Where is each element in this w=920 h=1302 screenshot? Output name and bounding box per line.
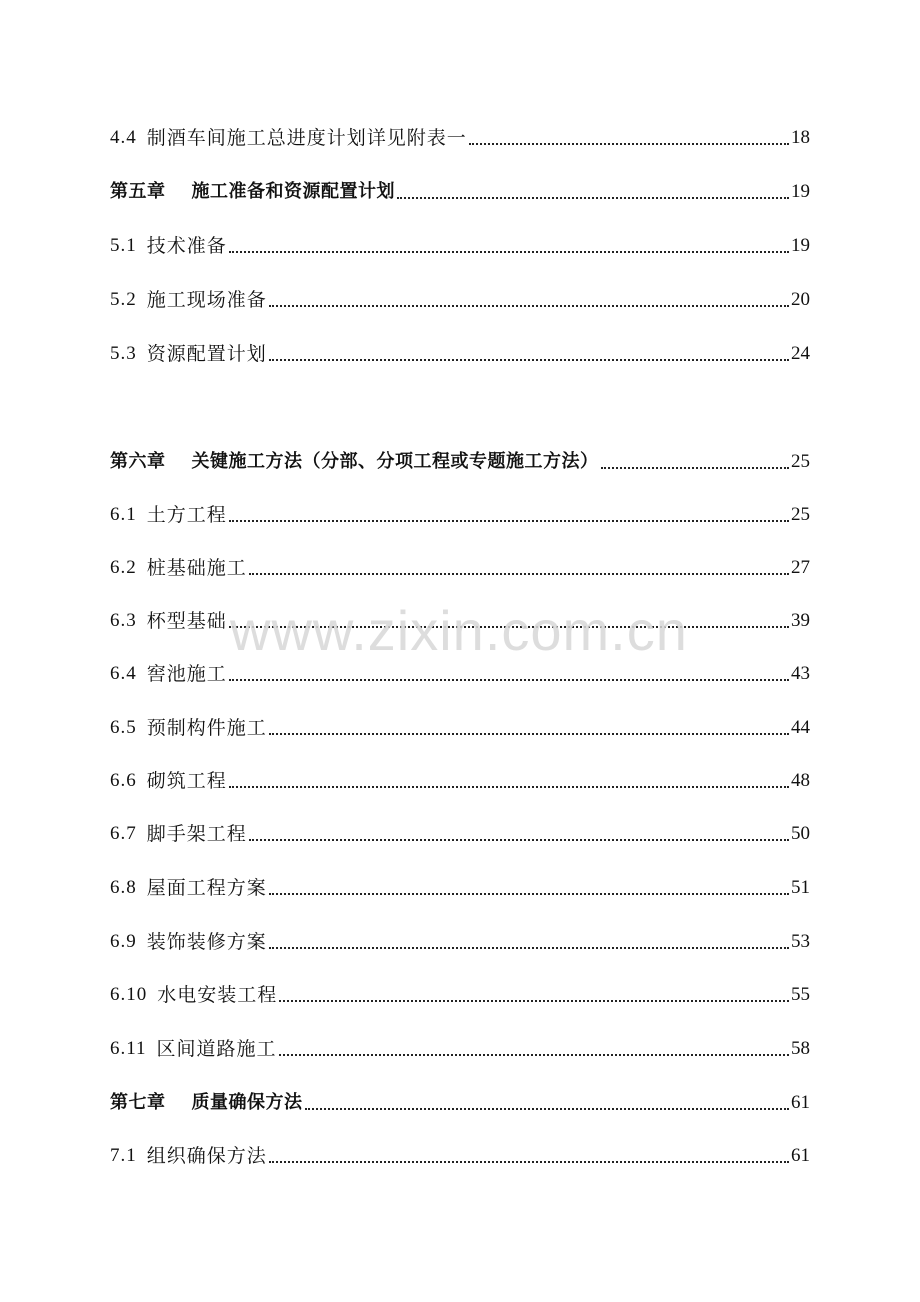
toc-entry-title: 制酒车间施工总进度计划详见附表一 xyxy=(146,127,467,149)
toc-entry-5-3[interactable] xyxy=(110,336,810,366)
toc-entry-page: 58 xyxy=(791,1038,810,1059)
toc-entry-title: 预制构件施工 xyxy=(146,717,267,739)
toc-entry-number: 第七章 xyxy=(110,1092,166,1113)
toc-dot-leader xyxy=(279,1000,789,1002)
toc-entry-6-8[interactable] xyxy=(110,870,810,900)
toc-entry-title: 施工现场准备 xyxy=(146,289,267,311)
toc-entry-number: 6.4 xyxy=(110,663,137,684)
toc-entry-title: 施工准备和资源配置计划 xyxy=(191,181,395,202)
toc-entry-page: 61 xyxy=(791,1145,810,1166)
toc-entry-number: 6.8 xyxy=(110,877,137,898)
toc-entry-page: 25 xyxy=(791,504,810,525)
toc-entry-title: 区间道路施工 xyxy=(156,1038,277,1060)
toc-entry-title: 杯型基础 xyxy=(146,610,227,632)
toc-entry-title: 脚手架工程 xyxy=(146,823,247,845)
toc-entry-number: 4.4 xyxy=(110,127,137,148)
toc-entry-6-11[interactable] xyxy=(110,1031,810,1061)
toc-entry-number: 6.10 xyxy=(110,984,148,1005)
toc-entry-page: 20 xyxy=(791,289,810,310)
toc-entry-number: 6.7 xyxy=(110,823,137,844)
toc-dot-leader xyxy=(269,733,789,735)
toc-entry-page: 53 xyxy=(791,931,810,952)
toc-entry-chapter-5[interactable] xyxy=(110,174,810,204)
toc-dot-leader xyxy=(229,626,789,628)
toc-entry-6-1[interactable] xyxy=(110,497,810,527)
toc-entry-page: 55 xyxy=(791,984,810,1005)
toc-dot-leader xyxy=(397,197,789,199)
toc-dot-leader xyxy=(269,893,789,895)
toc-entry-6-4[interactable] xyxy=(110,656,810,686)
toc-entry-title: 资源配置计划 xyxy=(146,343,267,365)
toc-entry-page: 61 xyxy=(791,1092,810,1113)
toc-entry-number: 第五章 xyxy=(110,181,166,202)
toc-entry-page: 19 xyxy=(791,235,810,256)
toc-entry-number: 5.1 xyxy=(110,235,137,256)
toc-entry-5-1[interactable] xyxy=(110,228,810,258)
toc-dot-leader xyxy=(601,467,790,469)
toc-entry-chapter-7[interactable] xyxy=(110,1085,810,1115)
toc-entry-title: 装饰装修方案 xyxy=(146,931,267,953)
toc-entry-6-10[interactable] xyxy=(110,977,810,1007)
toc-entry-number: 6.1 xyxy=(110,504,137,525)
toc-entry-page: 44 xyxy=(791,717,810,738)
toc-entry-page: 18 xyxy=(791,127,810,148)
toc-entry-page: 25 xyxy=(791,451,810,472)
toc-entry-title: 组织确保方法 xyxy=(146,1145,267,1167)
toc-entry-6-7[interactable] xyxy=(110,816,810,846)
toc-entry-chapter-6[interactable] xyxy=(110,444,810,474)
toc-entry-title: 砌筑工程 xyxy=(146,770,227,792)
toc-dot-leader xyxy=(229,520,789,522)
toc-entry-number: 6.5 xyxy=(110,717,137,738)
toc-entry-title: 桩基础施工 xyxy=(146,557,247,579)
toc-entry-6-9[interactable] xyxy=(110,924,810,954)
toc-entry-number: 6.9 xyxy=(110,931,137,952)
toc-entry-5-2[interactable] xyxy=(110,282,810,312)
toc-dot-leader xyxy=(269,359,789,361)
toc-entry-number: 6.2 xyxy=(110,557,137,578)
toc-entry-title: 质量确保方法 xyxy=(191,1092,303,1113)
toc-entry-page: 48 xyxy=(791,770,810,791)
toc-entry-4-4[interactable] xyxy=(110,120,810,150)
toc-entry-number: 5.3 xyxy=(110,343,137,364)
toc-entry-page: 50 xyxy=(791,823,810,844)
table-of-contents xyxy=(110,0,810,1302)
toc-dot-leader xyxy=(269,947,789,949)
toc-entry-number: 6.6 xyxy=(110,770,137,791)
toc-entry-number: 7.1 xyxy=(110,1145,137,1166)
toc-entry-page: 39 xyxy=(791,610,810,631)
watermark: www.zixin.com.cn xyxy=(230,599,688,662)
toc-entry-number: 第六章 xyxy=(110,451,166,472)
toc-entry-number: 5.2 xyxy=(110,289,137,310)
toc-entry-page: 51 xyxy=(791,877,810,898)
toc-entry-title: 窖池施工 xyxy=(146,663,227,685)
toc-entry-6-3[interactable] xyxy=(110,603,810,633)
toc-entry-6-5[interactable] xyxy=(110,710,810,740)
toc-dot-leader xyxy=(249,839,789,841)
toc-entry-page: 19 xyxy=(791,181,810,202)
toc-dot-leader xyxy=(229,679,789,681)
toc-entry-title: 技术准备 xyxy=(146,235,227,257)
toc-entry-number: 6.11 xyxy=(110,1038,147,1059)
toc-entry-6-2[interactable] xyxy=(110,550,810,580)
toc-dot-leader xyxy=(229,786,789,788)
toc-dot-leader xyxy=(249,573,789,575)
toc-dot-leader xyxy=(279,1054,789,1056)
toc-entry-page: 27 xyxy=(791,557,810,578)
toc-entry-6-6[interactable] xyxy=(110,763,810,793)
toc-entry-7-1[interactable] xyxy=(110,1138,810,1168)
toc-entry-title: 水电安装工程 xyxy=(157,984,278,1006)
toc-dot-leader xyxy=(469,143,789,145)
toc-entry-title: 关键施工方法（分部、分项工程或专题施工方法） xyxy=(191,451,599,472)
toc-entry-page: 43 xyxy=(791,663,810,684)
toc-entry-number: 6.3 xyxy=(110,610,137,631)
toc-dot-leader xyxy=(229,251,789,253)
toc-entry-title: 土方工程 xyxy=(146,504,227,526)
toc-dot-leader xyxy=(305,1108,790,1110)
toc-entry-title: 屋面工程方案 xyxy=(146,877,267,899)
toc-entry-page: 24 xyxy=(791,343,810,364)
toc-dot-leader xyxy=(269,305,789,307)
toc-dot-leader xyxy=(269,1161,789,1163)
